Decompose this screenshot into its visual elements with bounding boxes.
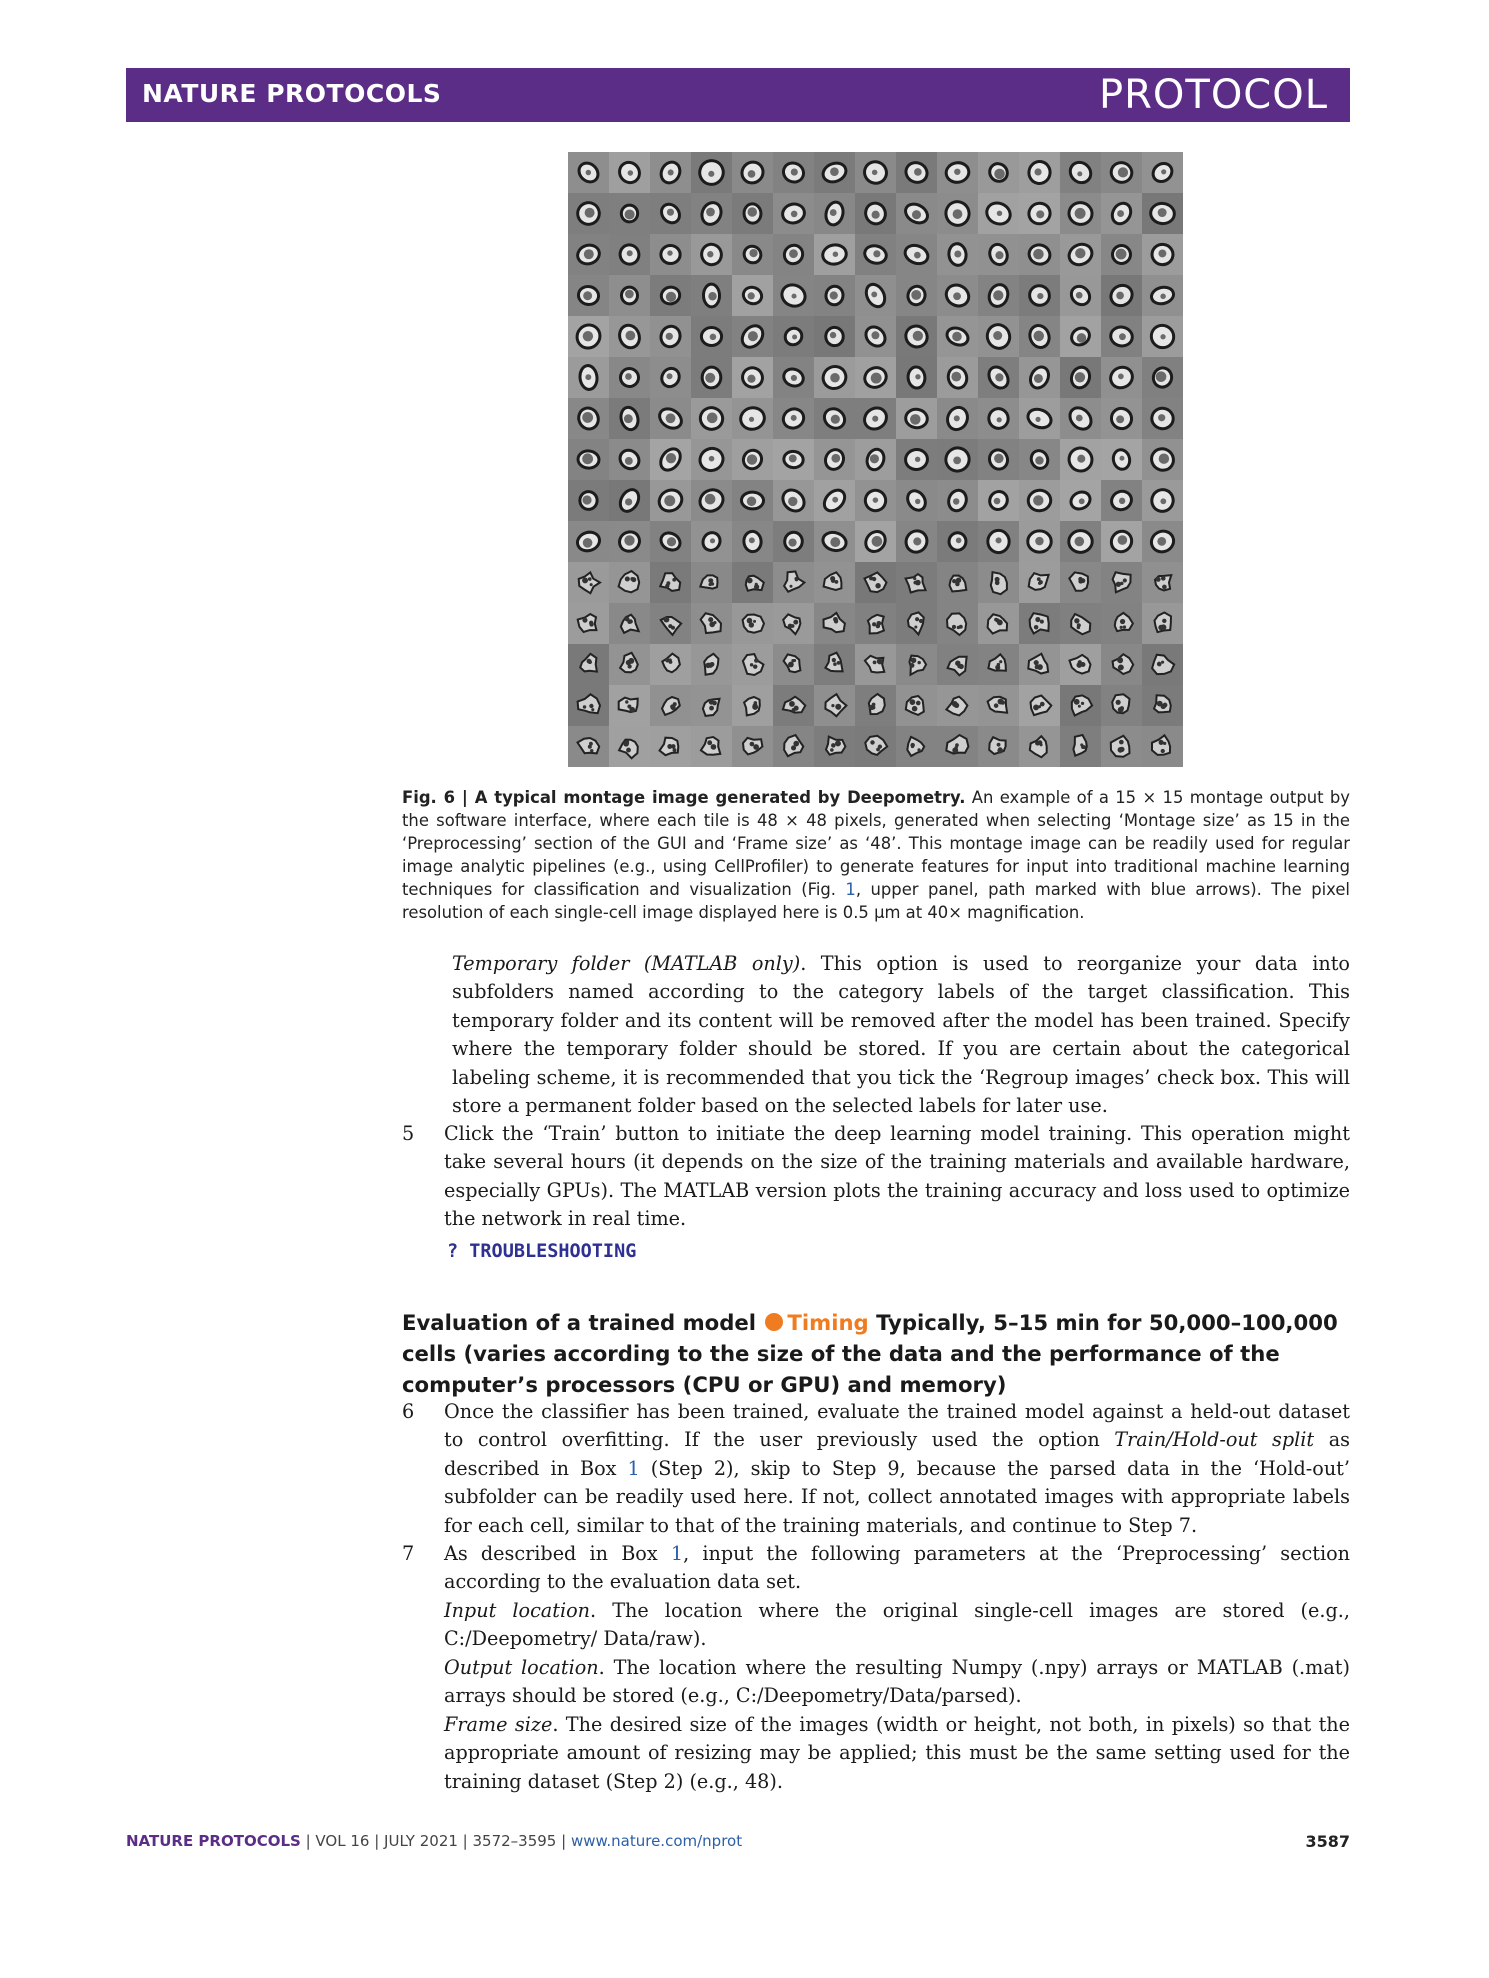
montage-tile <box>1142 193 1183 235</box>
montage-tile <box>1060 480 1102 522</box>
montage-tile <box>773 521 815 563</box>
montage-tile <box>814 562 856 604</box>
montage-tile <box>732 316 774 358</box>
montage-tile <box>1101 726 1143 767</box>
montage-tile <box>568 193 610 235</box>
montage-tile <box>609 562 651 604</box>
montage-tile <box>896 562 938 604</box>
montage-tile <box>650 316 692 358</box>
montage-tile <box>814 316 856 358</box>
timing-text: Typically, 5–15 min for 50,000–100,000 cells (varies according to the size of the data and the performance of the computer’s processors (CPU or GPU) and memory) <box>402 1310 1338 1397</box>
montage-tile <box>814 193 856 235</box>
montage-tile <box>773 480 815 522</box>
montage-tile <box>773 357 815 399</box>
montage-tile <box>937 603 979 645</box>
montage-tile <box>691 562 733 604</box>
montage-tile <box>609 275 651 317</box>
montage-tile <box>773 603 815 645</box>
montage-tile <box>732 398 774 440</box>
montage-tile <box>650 193 692 235</box>
montage-tile <box>937 193 979 235</box>
montage-tile <box>896 152 938 194</box>
montage-tile <box>609 152 651 194</box>
step-6-text-a: Once the classifier has been trained, evaluate the trained model against a held-out dataset to control overfitting. If the user previously used the option <box>444 1400 1350 1452</box>
montage-tile <box>1142 644 1183 686</box>
montage-tile <box>691 234 733 276</box>
montage-tile <box>691 152 733 194</box>
montage-tile <box>1142 562 1183 604</box>
montage-tile <box>568 275 610 317</box>
montage-tile <box>773 644 815 686</box>
montage-tile <box>978 603 1020 645</box>
montage-tile <box>1060 193 1102 235</box>
troubleshooting-link[interactable]: ? TROUBLESHOOTING <box>447 1241 637 1262</box>
montage-tile <box>650 234 692 276</box>
montage-tile <box>896 439 938 481</box>
montage-tile <box>568 521 610 563</box>
montage-tile <box>1142 480 1183 522</box>
montage-tile <box>978 521 1020 563</box>
montage-tile <box>855 562 897 604</box>
temporary-folder-term: Temporary folder (MATLAB only) <box>452 952 801 975</box>
montage-tile <box>896 316 938 358</box>
montage-tile <box>732 726 774 767</box>
montage-tile <box>896 193 938 235</box>
montage-tile <box>896 357 938 399</box>
montage-tile <box>691 193 733 235</box>
montage-tile <box>978 357 1020 399</box>
frame-size-term: Frame size <box>444 1713 553 1736</box>
montage-tile <box>1019 357 1061 399</box>
montage-tile <box>732 439 774 481</box>
montage-tile <box>1060 357 1102 399</box>
montage-tile <box>650 152 692 194</box>
montage-tile <box>896 480 938 522</box>
montage-tile <box>568 439 610 481</box>
montage-tile <box>937 275 979 317</box>
montage-tile <box>732 521 774 563</box>
montage-tile <box>937 152 979 194</box>
input-location-paragraph <box>444 1597 1350 1654</box>
montage-tile <box>1142 398 1183 440</box>
montage-tile <box>650 398 692 440</box>
section-heading <box>402 1307 1350 1400</box>
montage-tile <box>1019 726 1061 767</box>
montage-tile <box>773 152 815 194</box>
montage-tile <box>568 316 610 358</box>
montage-tile <box>814 152 856 194</box>
montage-tile <box>855 521 897 563</box>
montage-tile <box>691 316 733 358</box>
timing-label: Timing <box>787 1310 869 1335</box>
montage-tile <box>1060 521 1102 563</box>
montage-tile <box>609 234 651 276</box>
montage-tile <box>691 357 733 399</box>
montage-tile <box>855 193 897 235</box>
montage-tile <box>814 521 856 563</box>
montage-tile <box>896 644 938 686</box>
montage-tile <box>650 562 692 604</box>
montage-tile <box>978 398 1020 440</box>
montage-tile <box>1060 316 1102 358</box>
montage-tile <box>1019 439 1061 481</box>
montage-tile <box>978 234 1020 276</box>
montage-tile <box>896 234 938 276</box>
montage-tile <box>896 398 938 440</box>
montage-tile <box>773 316 815 358</box>
montage-figure <box>568 152 1183 767</box>
montage-tile <box>609 685 651 727</box>
montage-tile <box>568 685 610 727</box>
montage-tile <box>937 234 979 276</box>
montage-tile <box>650 357 692 399</box>
montage-tile <box>1142 234 1183 276</box>
input-location-text: . The location where the original single-cell images are stored (e.g., C:/Deepometry/ Data/raw). <box>444 1599 1350 1651</box>
montage-tile <box>773 193 815 235</box>
step-6-text-c: (Step 2), skip to Step 9, because the parsed data in the ‘Hold-out’ subfolder can be readily used here. If not, collect annotated images with appropriate labels for each cell, similar to that of the training materials, and continue to Step 7. <box>444 1456 1350 1537</box>
montage-tile <box>650 480 692 522</box>
caption-text-end: , upper panel, path marked with blue arrows). The pixel resolution of each single-cell image displayed here is 0.5 μm at 40× magnification. <box>402 880 1350 922</box>
montage-tile <box>568 562 610 604</box>
montage-tile <box>1019 480 1061 522</box>
montage-tile <box>1060 562 1102 604</box>
montage-tile <box>691 480 733 522</box>
montage-tile <box>1060 726 1102 767</box>
montage-tile <box>732 644 774 686</box>
montage-tile <box>814 439 856 481</box>
montage-tile <box>650 603 692 645</box>
montage-tile <box>1019 644 1061 686</box>
montage-tile <box>732 562 774 604</box>
montage-tile <box>896 685 938 727</box>
montage-tile <box>732 603 774 645</box>
montage-tile <box>855 685 897 727</box>
montage-tile <box>691 398 733 440</box>
montage-image <box>568 152 1183 767</box>
montage-tile <box>978 685 1020 727</box>
montage-tile <box>1101 152 1143 194</box>
montage-tile <box>855 316 897 358</box>
montage-tile <box>1101 398 1143 440</box>
montage-tile <box>691 439 733 481</box>
journal-name: NATURE PROTOCOLS <box>142 79 442 108</box>
montage-tile <box>732 234 774 276</box>
montage-tile <box>978 152 1020 194</box>
caption-label: Fig. 6 | A typical montage image generated by Deepometry. <box>402 788 966 807</box>
montage-tile <box>855 357 897 399</box>
step-6-text-b: as described in Box <box>444 1428 1350 1480</box>
montage-tile <box>1019 234 1061 276</box>
montage-tile <box>609 316 651 358</box>
montage-tile <box>1101 521 1143 563</box>
montage-tile <box>1101 193 1143 235</box>
montage-tile <box>937 562 979 604</box>
box-reference-link[interactable]: 1 <box>670 1542 684 1565</box>
montage-tile <box>773 234 815 276</box>
section-heading-text: Evaluation of a trained model <box>402 1310 757 1335</box>
caption-text: An example of a 15 × 15 montage output by the software interface, where each tile is 48 × 48 pixels, generated when selecting ‘Montage size’ as 15 in the ‘Preprocessing’ section of the GUI and ‘Frame size’ as ‘48’. This montage image can be readily used for regular image analytic pipelines (e.g., using CellProfiler) to generate features for input into traditional machine learning techniques for classification and visualization (Fig. <box>402 788 1350 899</box>
montage-tile <box>691 603 733 645</box>
montage-tile <box>609 398 651 440</box>
montage-tile <box>1101 439 1143 481</box>
montage-tile <box>1142 152 1183 194</box>
montage-tile <box>609 357 651 399</box>
footer-journal: NATURE PROTOCOLS <box>126 1832 301 1850</box>
page-footer <box>126 1832 1350 1850</box>
input-location-term: Input location <box>444 1599 591 1622</box>
montage-tile <box>937 644 979 686</box>
montage-tile <box>855 275 897 317</box>
montage-tile <box>1060 398 1102 440</box>
step-7-number: 7 <box>402 1542 415 1565</box>
frame-size-text: . The desired size of the images (width or height, not both, in pixels) so that the appropriate amount of resizing may be applied; this must be the same setting used for the training dataset (Step 2) (e.g., 48). <box>444 1713 1350 1793</box>
montage-tile <box>732 685 774 727</box>
montage-tile <box>650 726 692 767</box>
montage-tile <box>773 439 815 481</box>
step-6-number: 6 <box>402 1400 415 1423</box>
montage-tile <box>855 439 897 481</box>
montage-tile <box>1060 234 1102 276</box>
montage-tile <box>937 398 979 440</box>
montage-tile <box>896 603 938 645</box>
box-reference-link[interactable]: 1 <box>627 1456 640 1480</box>
montage-tile <box>1142 603 1183 645</box>
montage-tile <box>855 398 897 440</box>
temporary-folder-paragraph <box>452 950 1350 1120</box>
step-6-term: Train/Hold-out split <box>1114 1428 1315 1452</box>
montage-tile <box>1142 275 1183 317</box>
montage-tile <box>855 726 897 767</box>
montage-tile <box>691 521 733 563</box>
montage-tile <box>1101 644 1143 686</box>
montage-tile <box>814 234 856 276</box>
footer-url-link[interactable]: www.nature.com/nprot <box>570 1832 743 1850</box>
step-7-text <box>444 1540 1350 1597</box>
montage-tile <box>814 603 856 645</box>
montage-tile <box>814 398 856 440</box>
montage-tile <box>1142 685 1183 727</box>
montage-tile <box>937 685 979 727</box>
montage-tile <box>937 357 979 399</box>
figure-caption <box>402 786 1350 924</box>
montage-tile <box>814 644 856 686</box>
montage-tile <box>1019 603 1061 645</box>
output-location-text: . The location where the resulting Numpy (.npy) arrays or MATLAB (.mat) arrays should be stored (e.g., C:/Deepometry/Data/parsed). <box>444 1656 1350 1708</box>
montage-tile <box>1019 193 1061 235</box>
montage-tile <box>1019 275 1061 317</box>
montage-tile <box>732 357 774 399</box>
montage-tile <box>978 193 1020 235</box>
montage-tile <box>650 439 692 481</box>
montage-tile <box>650 644 692 686</box>
timing-dot-icon <box>765 1313 783 1331</box>
article-type: PROTOCOL <box>1098 72 1328 118</box>
montage-tile <box>1101 480 1143 522</box>
montage-tile <box>896 275 938 317</box>
montage-tile <box>1019 398 1061 440</box>
montage-tile <box>978 562 1020 604</box>
montage-tile <box>1060 644 1102 686</box>
montage-tile <box>978 275 1020 317</box>
montage-tile <box>568 726 610 767</box>
montage-tile <box>1019 685 1061 727</box>
montage-tile <box>691 726 733 767</box>
output-location-paragraph <box>444 1654 1350 1711</box>
montage-tile <box>855 234 897 276</box>
montage-tile <box>1060 152 1102 194</box>
montage-tile <box>609 726 651 767</box>
montage-tile <box>568 603 610 645</box>
montage-tile <box>814 275 856 317</box>
montage-tile <box>609 521 651 563</box>
montage-tile <box>814 357 856 399</box>
montage-tile <box>1101 275 1143 317</box>
montage-tile <box>773 562 815 604</box>
montage-tile <box>609 644 651 686</box>
montage-tile <box>568 357 610 399</box>
step-5-text: Click the ‘Train’ button to initiate the deep learning model training. This operation might take several hours (it depends on the size of the training materials and available hardware, especially GPUs). The MATLAB version plots the training accuracy and loss used to optimize the network in real time. <box>444 1122 1350 1231</box>
step-6-text <box>444 1398 1350 1540</box>
output-location-term: Output location <box>444 1656 599 1679</box>
montage-tile <box>814 480 856 522</box>
figure-reference-link[interactable]: 1 <box>845 880 856 899</box>
montage-tile <box>978 316 1020 358</box>
montage-tile <box>568 644 610 686</box>
frame-size-paragraph <box>444 1711 1350 1796</box>
journal-header-bar <box>126 68 1350 122</box>
montage-tile <box>978 480 1020 522</box>
montage-tile <box>1101 316 1143 358</box>
step-7-text-a: As described in Box <box>444 1542 671 1565</box>
montage-tile <box>978 439 1020 481</box>
montage-tile <box>1060 439 1102 481</box>
montage-tile <box>568 152 610 194</box>
montage-tile <box>896 726 938 767</box>
montage-tile <box>855 480 897 522</box>
montage-tile <box>937 316 979 358</box>
montage-tile <box>650 521 692 563</box>
montage-tile <box>937 726 979 767</box>
montage-tile <box>937 480 979 522</box>
montage-tile <box>1142 439 1183 481</box>
montage-tile <box>773 275 815 317</box>
footer-citation: | VOL 16 | JULY 2021 | 3572–3595 | <box>300 1832 571 1850</box>
montage-tile <box>773 685 815 727</box>
montage-tile <box>691 685 733 727</box>
montage-tile <box>568 234 610 276</box>
montage-tile <box>1060 685 1102 727</box>
montage-tile <box>896 521 938 563</box>
montage-tile <box>650 275 692 317</box>
montage-tile <box>1101 357 1143 399</box>
montage-tile <box>1060 603 1102 645</box>
montage-tile <box>814 685 856 727</box>
montage-tile <box>1101 562 1143 604</box>
montage-tile <box>1142 726 1183 767</box>
montage-tile <box>1019 316 1061 358</box>
montage-tile <box>691 275 733 317</box>
montage-tile <box>937 521 979 563</box>
montage-tile <box>1019 152 1061 194</box>
montage-tile <box>732 275 774 317</box>
temporary-folder-text: . This option is used to reorganize your data into subfolders named according to the category labels of the target classification. This temporary folder and its content will be removed after the model has been trained. Specify where the temporary folder should be stored. If you are certain about the categorical labeling scheme, it is recommended that you tick the ‘Regroup images’ check box. This will store a permanent folder based on the selected labels for later use. <box>452 952 1350 1118</box>
montage-tile <box>691 644 733 686</box>
montage-tile <box>978 644 1020 686</box>
montage-tile <box>978 726 1020 767</box>
montage-tile <box>855 644 897 686</box>
page-number: 3587 <box>1305 1832 1350 1851</box>
montage-tile <box>773 398 815 440</box>
montage-tile <box>568 398 610 440</box>
montage-tile <box>732 193 774 235</box>
montage-tile <box>1101 685 1143 727</box>
montage-tile <box>855 603 897 645</box>
montage-tile <box>1142 316 1183 358</box>
step-5-number: 5 <box>402 1122 415 1145</box>
montage-tile <box>609 439 651 481</box>
montage-tile <box>855 152 897 194</box>
montage-tile <box>609 193 651 235</box>
montage-tile <box>1101 234 1143 276</box>
step-7-text-b: , input the following parameters at the ‘Preprocessing’ section according to the evaluation data set. <box>444 1542 1350 1594</box>
montage-tile <box>732 480 774 522</box>
montage-tile <box>732 152 774 194</box>
montage-tile <box>1019 521 1061 563</box>
montage-tile <box>1060 275 1102 317</box>
montage-tile <box>937 439 979 481</box>
montage-tile <box>1142 357 1183 399</box>
montage-tile <box>773 726 815 767</box>
montage-tile <box>568 480 610 522</box>
montage-tile <box>1019 562 1061 604</box>
montage-tile <box>609 480 651 522</box>
montage-tile <box>609 603 651 645</box>
montage-tile <box>1142 521 1183 563</box>
montage-tile <box>814 726 856 767</box>
montage-tile <box>1101 603 1143 645</box>
montage-tile <box>650 685 692 727</box>
